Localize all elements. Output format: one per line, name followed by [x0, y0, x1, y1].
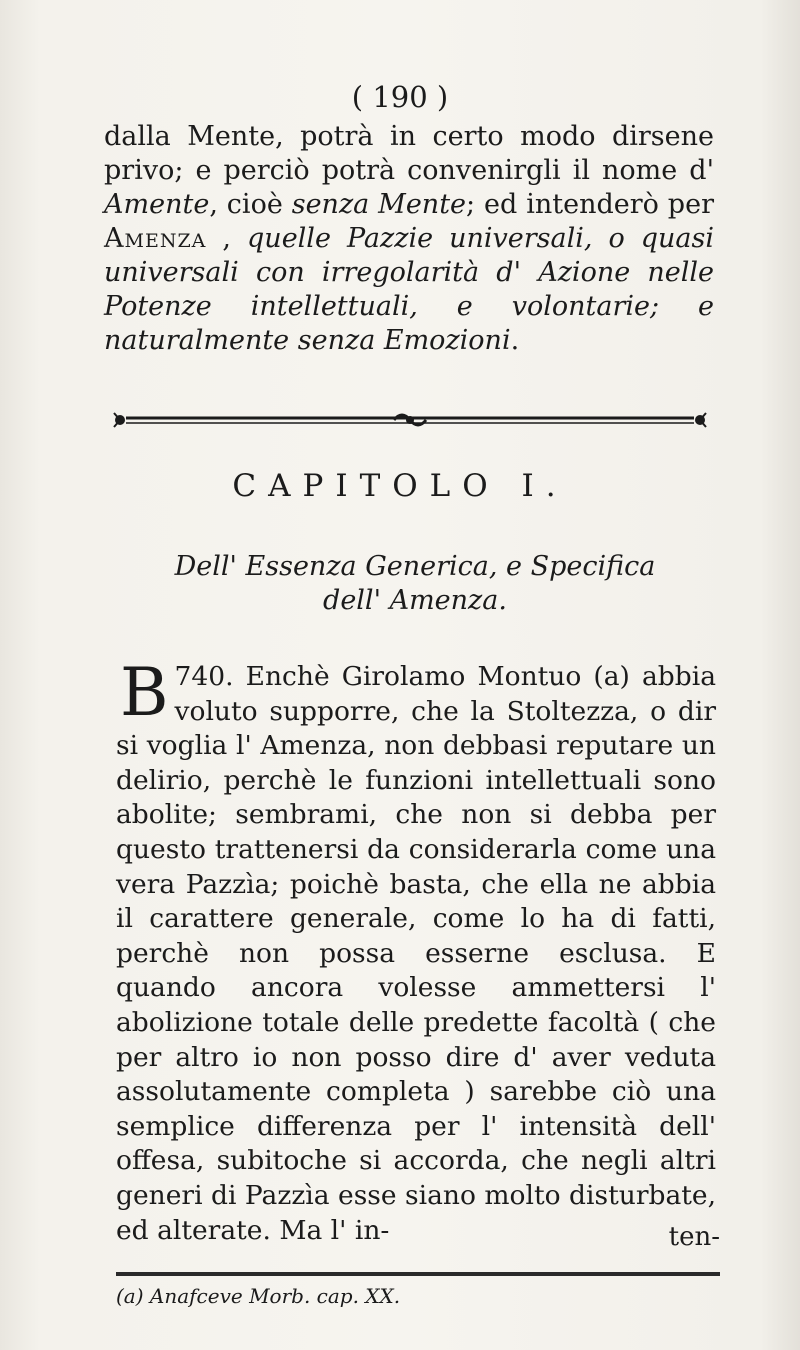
drop-cap: B — [120, 654, 169, 731]
footnote-rule — [116, 1272, 720, 1276]
intro-text-3: ; ed intenderò per — [466, 189, 714, 220]
section-740 — [116, 654, 716, 1248]
intro-definition: quelle Pazzie universali, o quasi universali con irregolarità d' Azione nelle Potenze intellettuali, e volontarie; e naturalmente senza Emozioni — [104, 223, 714, 356]
subtitle-line-1: Dell' Essenza Generica, e Specifica — [174, 551, 656, 582]
section-number: 740. — [174, 661, 234, 692]
page-number: ( 190 ) — [351, 80, 449, 114]
chapter-title: CAPITOLO I. — [232, 468, 568, 504]
intro-text-2: , cioè — [209, 189, 292, 220]
intro-text-5: . — [510, 325, 520, 356]
intro-paragraph — [104, 120, 714, 358]
catchword: ten- — [668, 1222, 720, 1252]
intro-text-1: dalla Mente, potrà in certo modo dirsene privo; e perciò potrà convenirgli il nome d' — [104, 121, 714, 186]
subtitle-line-2: dell' Amenza. — [323, 585, 507, 616]
chapter-subtitle — [150, 550, 680, 618]
footnote: (a) Anafceve Morb. cap. XX. — [116, 1284, 401, 1308]
section-text: Enchè Girolamo Montuo (a) abbia voluto supporre, che la Stoltezza, o dir si voglia l' Amenza, non debbasi reputare un delirio, perchè le funzioni intellettuali sono abolite; sembrami, che non si debba per questo trattenersi da considerarla come una vera Pazzìa; poichè basta, che ella ne abbia il carattere generale, come lo ha di fatti, perchè non possa esserne esclusa. E quando ancora volesse ammettersi l' abolizione totale delle predette facoltà ( che per altro io non posso dire d' aver veduta assolutamente completa ) sarebbe ciò una semplice differenza per l' intensità dell' offesa, subitoche si accorda, che negli altri generi di Pazzìa esse siano molto disturbate, ed alterate. Ma l' in- — [116, 661, 716, 1246]
intro-senza-mente: senza Mente — [291, 189, 467, 220]
ornament-rule — [112, 408, 708, 434]
intro-amente: Amente — [104, 189, 210, 220]
intro-text-4: , — [206, 223, 248, 254]
intro-amenza: Amenza — [104, 223, 207, 254]
